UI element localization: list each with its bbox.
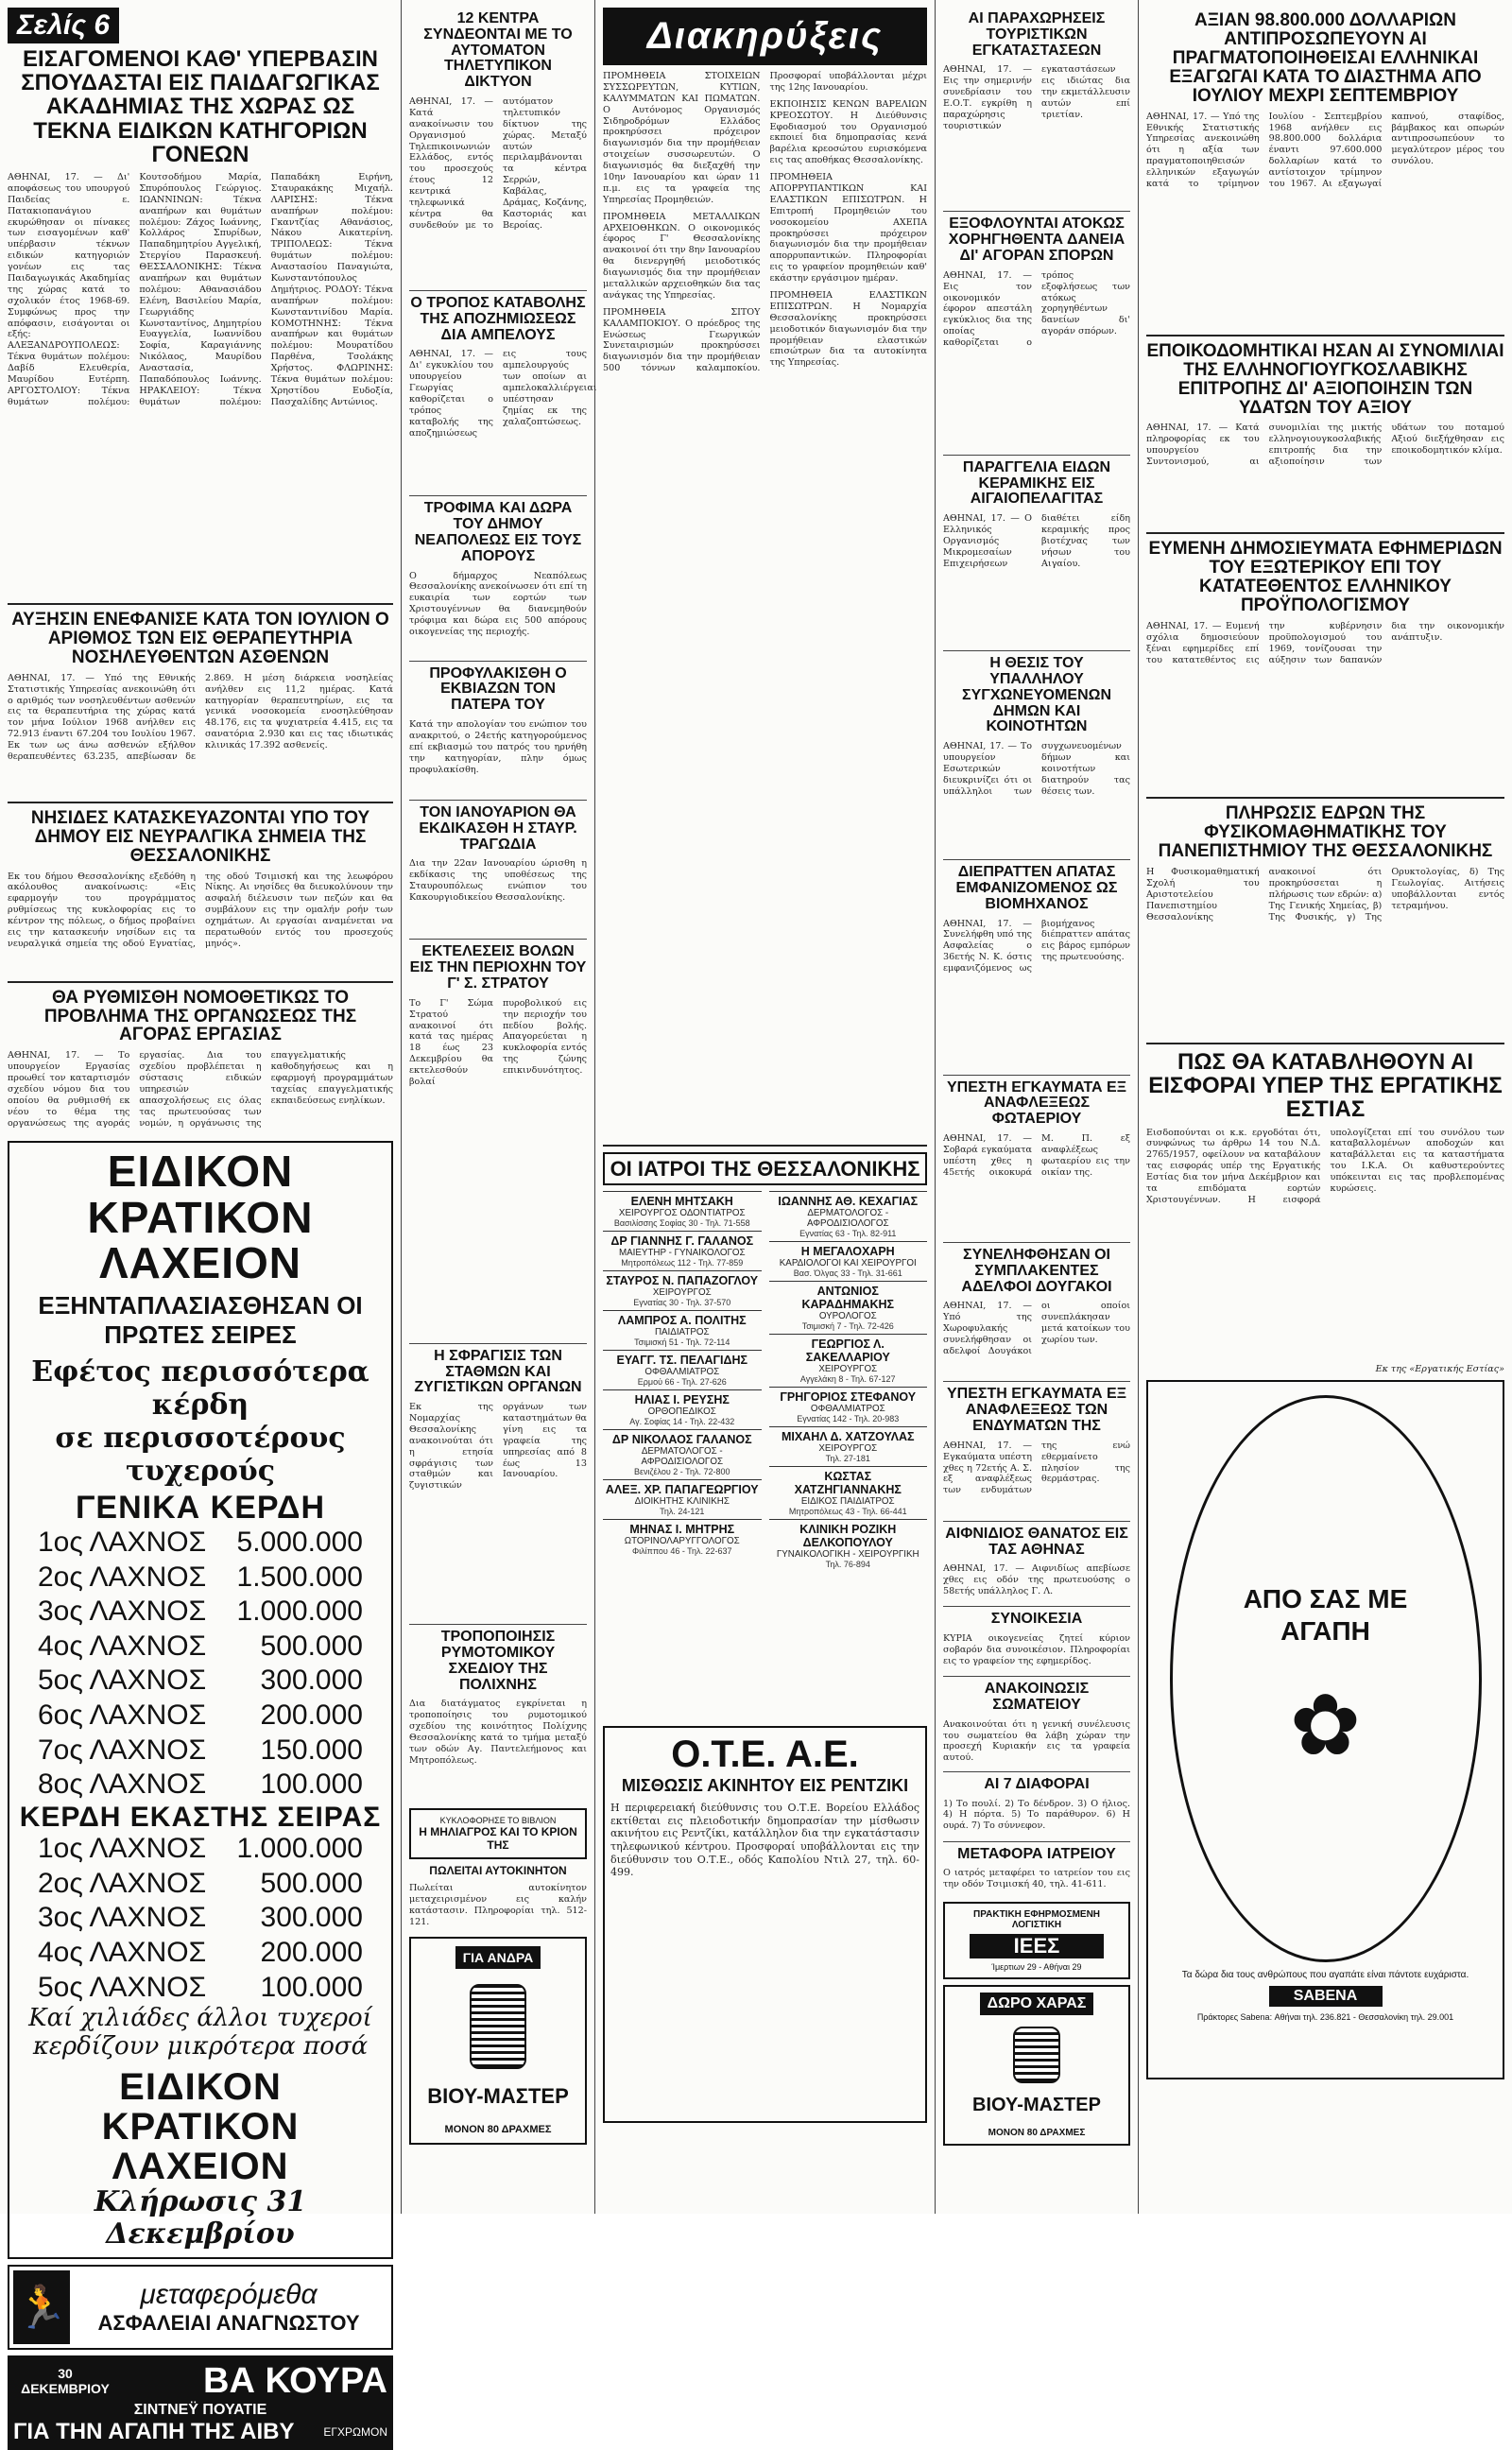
general-prize-rank: 2ος ΛΑΧΝΟΣ [38, 1561, 207, 1593]
shaver-advert-left [409, 1937, 587, 2145]
shaver-advert-right-price: ΜΟΝΟΝ 80 ΔΡΑΧΜΕΣ [988, 2128, 1086, 2139]
doctor-listing [769, 1191, 928, 1241]
doctor-name: ΚΩΣΤΑΣ ΧΑΤΖΗΓΙΑΝΝΑΚΗΣ [794, 1470, 902, 1497]
shaver-advert-left-price: ΜΟΝΟΝ 80 ΔΡΑΧΜΕΣ [444, 2124, 552, 2136]
accounting-title: ΠΡΑΚΤΙΚΗ ΕΦΗΡΜΟΣΜΕΝΗ ΛΟΓΙΣΤΙΚΗ [972, 1909, 1101, 1931]
article-gas-burns: ΑΘΗΝΑΙ, 17. — Σοβαρά εγκαύματα υπέστη χθες η 45ετής οικοκυρά Μ. Π. εξ αναφλέξεως φωταερίου εις την οικίαν της. [943, 1132, 1130, 1178]
doctor-specialty: ΟΦΘΑΛΜΙΑΤΡΟΣ [644, 1367, 720, 1378]
doctor-name: ΗΛΙΑΣ Ι. ΡΕΥΣΗΣ [634, 1393, 730, 1407]
doctor-name: ΜΙΧΑΗΛ Δ. ΧΑΤΖΟΥΛΑΣ [781, 1430, 915, 1444]
general-prize-row [15, 1630, 386, 1665]
doctor-address: Τσιμισκή 51 - Τηλ. 72-114 [634, 1337, 730, 1348]
doctors-list [603, 1191, 927, 1720]
series-prize-row [15, 1901, 386, 1936]
doctor-listing [769, 1466, 928, 1519]
general-prize-value: 150.000 [260, 1734, 363, 1766]
book-notice [409, 1808, 587, 1859]
headline-sudden-death: ΑΙΦΝΙΔΙΟΣ ΘΑΝΑΤΟΣ ΕΙΣ ΤΑΣ ΑΘΗΝΑΣ [945, 1525, 1128, 1558]
headline-blackmail: ΠΡΟΦΥΛΑΚΙΣΘΗ Ο ΕΚΒΙΑΖΩΝ ΤΟΝ ΠΑΤΕΡΑ ΤΟΥ [429, 664, 567, 714]
tender-2: ΠΡΟΜΗΘΕΙΑ ΜΕΤΑΛΛΙΚΩΝ ΑΡΧΕΙΟΘΗΚΩΝ. Ο οικονομικός έφορος Γ' Θεσσαλονίκης ανακοινοί ότι την 8ην Ιανουαρίου θα διενεργηθή μειοδοτικός διαγωνισμός δια την προμήθειαν μεταλλικών αρχειοθηκών δια τας ανάγκας της Υπηρεσίας. [603, 211, 761, 301]
doctor-specialty: ΧΕΙΡΟΥΡΓΟΣ [818, 1364, 878, 1375]
headline-food-gifts: ΤΡΟΦΙΜΑ ΚΑΙ ΔΩΡΑ ΤΟΥ ΔΗΜΟΥ ΝΕΑΠΟΛΕΩΣ ΕΙΣ ΤΟΥΣ ΑΠΟΡΟΥΣ [414, 500, 582, 564]
sabena-logo: SABENA [1269, 1986, 1383, 2007]
article-blackmail: Κατά την απολογίαν του ενώπιον του ανακριτού, ο 24ετής κατηγορούμενος επί εκβιασμώ του πατρός του ηρνήθη την κατηγορίαν, πλην όμως προφυλακίσθη. [409, 718, 587, 775]
moving-title: μεταφερόμεθα [140, 2278, 318, 2310]
general-prizes-list [15, 1526, 386, 1803]
doctor-name: ΜΗΝΑΣ Ι. ΜΗΤΡΗΣ [629, 1523, 735, 1537]
doctor-specialty: ΩΤΟΡΙΝΟΛΑΡΥΓΓΟΛΟΓΟΣ [624, 1536, 740, 1547]
headline-exports: ΑΞΙΑΝ 98.800.000 ΔΟΛΛΑΡΙΩΝ ΑΝΤΙΠΡΟΣΩΠΕΥΟΥΝ ΑΙ ΠΡΑΓΜΑΤΟΠΟΙΗΘΕΙΣΑΙ ΕΛΛΗΝΙΚΑΙ ΕΞΑΓΩΓΑΙ ΚΑΤΑ ΤΟ ΔΙΑΣΤΗΜΑ ΑΠΟ ΙΟΥΛΙΟΥ ΜΕΧΡΙ ΣΕΠΤΕΜΒΡΙΟΥ [1169, 10, 1482, 106]
headline-tourism: ΑΙ ΠΑΡΑΧΩΡΗΣΕΙΣ ΤΟΥΡΙΣΤΙΚΩΝ ΕΓΚΑΤΑΣΤΑΣΕΩΝ [968, 10, 1106, 59]
lottery-line-2: σε περισσοτέρους τυχερούς [55, 1422, 346, 1489]
ote-subtitle: ΜΙΣΘΩΣΙΣ ΑΚΙΝΗΤΟΥ ΕΙΣ ΡΕΝΤΖΙΚΙ [621, 1776, 909, 1796]
article-budget: ΑΘΗΝΑΙ, 17. — Ευμενή σχόλια δημοσιεύουν ξέναι εφημερίδες επί του κατατεθέντος εις την κυβέρνησιν προϋπολογισμού του 1969, τονίζουσαι την αύξησιν των δαπανών δια την οικονομικήν ανάπτυξιν. [1146, 621, 1504, 665]
book-title: Η ΜΗΛΙΑΓΡΟΣ ΚΑΙ ΤΟ ΚΡΙΟΝ ΤΗΣ [419, 1825, 577, 1853]
article-brothers-arrest: ΑΘΗΝΑΙ, 17. — Υπό της Χωροφυλακής συνελήφθησαν οι αδελφοί Δουγάκοι οι οποίοι συνεπλάκησαν μετά κατοίκων του χωρίου των. [943, 1301, 1130, 1356]
article-source: Εκ της «Εργατικής Εστίας» [1375, 1363, 1504, 1374]
tender-6: ΠΡΟΜΗΘΕΙΑ ΕΛΑΣΤΙΚΩΝ ΕΠΙΣΩΤΡΩΝ. Η Νομαρχία Θεσσαλονίκης προκηρύσσει μειοδοτικόν διαγωνισμόν δια την προμήθειαν ελαστικών επισώτρων δια τα αυτοκίνητα της Υπηρεσίας. [769, 290, 927, 369]
headline-association: ΑΝΑΚΟΙΝΩΣΙΣ ΣΩΜΑΤΕΙΟΥ [984, 1681, 1090, 1713]
doctor-name: ΣΤΑΥΡΟΣ Ν. ΠΑΠΑΖΟΓΛΟΥ [606, 1274, 759, 1288]
series-prize-row [15, 1936, 386, 1971]
general-prize-rank: 1ος ΛΑΧΝΟΣ [38, 1526, 207, 1558]
series-prize-row [15, 1832, 386, 1867]
doctor-listing [769, 1241, 928, 1281]
doctor-address: Αγ. Σοφίας 14 - Τηλ. 22-432 [629, 1417, 735, 1427]
headline-gas-burns: ΥΠΕΣΤΗ ΕΓΚΑΥΜΑΤΑ ΕΞ ΑΝΑΦΛΕΞΕΩΣ ΦΩΤΑΕΡΙΟΥ [947, 1078, 1126, 1128]
shaver-icon-right [1013, 2027, 1060, 2083]
headline-clinic-move: ΜΕΤΑΦΟΡΑ ΙΑΤΡΕΙΟΥ [957, 1845, 1116, 1862]
headline-academies: ΕΙΣΑΓΟΜΕΝΟΙ ΚΑΘ' ΥΠΕΡΒΑΣΙΝ ΣΠΟΥΔΑΣΤΑΙ ΕΙΣ ΠΑΙΔΑΓΩΓΙΚΑΣ ΑΚΑΔΗΜΙΑΣ ΤΗΣ ΧΩΡΑΣ ΩΣ ΤΕΚΝΑ ΕΙΔΙΚΩΝ ΚΑΤΗΓΟΡΙΩΝ ΓΟΝΕΩΝ [21, 46, 380, 167]
doctor-address: Βασιλίσσης Σοφίας 30 - Τηλ. 71-558 [613, 1218, 750, 1229]
tenders-banner: Διακηρύξεις [603, 8, 927, 65]
article-town-plan: Δια διατάγματος εγκρίνεται η τροποποίησις του ρυμοτομικού σχεδίου της κοινότητος Πολίχνης Θεσσαλονίκης κατά το τμήμα μεταξύ των οδών Αγ. Παντελεήμονος και Μητροπόλεως. [409, 1699, 587, 1766]
doctor-specialty: ΔΙΟΙΚΗΤΗΣ ΚΛΙΝΙΚΗΣ [634, 1496, 730, 1508]
headline-hospitals: ΑΥΞΗΣΙΝ ΕΝΕΦΑΝΙΣΕ ΚΑΤΑ ΤΟΝ ΙΟΥΛΙΟΝ Ο ΑΡΙΘΜΟΣ ΤΩΝ ΕΙΣ ΘΕΡΑΠΕΥΤΗΡΙΑ ΝΟΣΗΛΕΥΘΕΝΤΩΝ ΑΣΘΕΝΩΝ [11, 609, 389, 667]
lottery-advert [8, 1141, 393, 2259]
cinema-date: 30 ΔΕΚΕΜΒΡΙΟΥ [21, 2366, 110, 2397]
doctor-specialty: ΟΦΘΑΛΜΙΑΤΡΟΣ [810, 1404, 885, 1415]
doctor-specialty: ΧΕΙΡΟΥΡΓΟΣ [652, 1287, 712, 1299]
article-fraud: ΑΘΗΝΑΙ, 17. — Συνελήφθη υπό της Ασφαλείας ο 36ετής Ν. Κ. όστις εμφανιζόμενος ως βιομήχανος διέπραττεν απάτας εις βάρος εμπόρων της πρωτευούσης. [943, 918, 1130, 975]
decorative-frame [1170, 1395, 1482, 1962]
doctor-listing [603, 1479, 762, 1519]
general-prize-rank: 7ος ΛΑΧΝΟΣ [38, 1734, 207, 1766]
doctor-listing [769, 1519, 928, 1572]
headline-budget: ΕΥΜΕΝΗ ΔΗΜΟΣΙΕΥΜΑΤΑ ΕΦΗΜΕΡΙΔΩΝ ΤΟΥ ΕΞΩΤΕΡΙΚΟΥ ΕΠΙ ΤΟΥ ΚΑΤΑΤΕΘΕΝΤΟΣ ΕΛΛΗΝΙΚΟΥ ΠΡΟΫΠΟΛΟΓΙΣΜΟΥ [1148, 539, 1503, 616]
doctor-specialty: ΟΥΡΟΛΟΓΟΣ [818, 1311, 877, 1322]
doctor-listing [769, 1281, 928, 1334]
series-prize-value: 500.000 [260, 1867, 363, 1899]
running-man-icon: 🏃 [13, 2270, 70, 2344]
ote-notice [603, 1726, 927, 2123]
doctor-specialty: ΧΕΙΡΟΥΡΓΟΣ [818, 1443, 878, 1455]
doctor-specialty: ΓΥΝΑΙΚΟΛΟΓΙΚΗ - ΧΕΙΡΟΥΡΓΙΚΗ [776, 1549, 919, 1561]
lottery-line-1: Εφέτος περισσότερα κέρδη [31, 1355, 369, 1423]
accounting-brand: ΙΕΕΣ [970, 1934, 1104, 1958]
article-compensation: ΑΘΗΝΑΙ, 17. — Δι' εγκυκλίου του υπουργείου Γεωργίας καθορίζεται ο τρόπος καταβολής της αποζημιώσεως εις τους αμπελουργούς των οποίων αι αμπελοκαλλιέργειαι υπέστησαν ζημίας εκ της χαλαζοπτώσεως. [409, 349, 597, 439]
tender-1: ΠΡΟΜΗΘΕΙΑ ΣΤΟΙΧΕΙΩΝ ΣΥΣΣΩΡΕΥΤΩΝ, ΚΥΤΙΩΝ, ΚΑΛΥΜΜΑΤΩΝ ΚΑΙ ΠΩΜΑΤΩΝ. Ο Αυτόνομος Οργανισμός Σιδηροδρόμων Ελλάδος προκηρύσσει πρόχειρον διαγωνισμόν δια την προμήθειαν στοιχείων συσσωρευτών. Ο διαγωνισμός θα διεξαχθή την 10ην Ιανουαρίου και ώραν 11 π.μ. εις τα γραφεία της Υπηρεσίας Προμηθειών. [603, 71, 761, 205]
doctor-specialty: ΠΑΙΔΙΑΤΡΟΣ [654, 1327, 710, 1338]
series-prize-row [15, 1971, 386, 2006]
headline-scales: Η ΣΦΡΑΓΙΣΙΣ ΤΩΝ ΣΤΑΘΜΩΝ ΚΑΙ ΖΥΓΙΣΤΙΚΩΝ ΟΡΓΑΝΩΝ [414, 1347, 582, 1396]
article-loans: ΑΘΗΝΑΙ, 17. — Εις τον οικονομικόν έφορον απεστάλη εγκύκλιος δια της οποίας καθορίζεται ο τρόπος εξοφλήσεως των ατόκως χορηγηθέντων δανείων δι' αγοράν σπόρων. [943, 269, 1130, 349]
doctor-address: Αγγελάκη 8 - Τηλ. 67-127 [799, 1374, 896, 1385]
sabena-footer: Πράκτορες Sabena: Αθήναι τηλ. 236.821 - Θεσσαλονίκη τηλ. 29.001 [1196, 2012, 1454, 2023]
series-prize-value: 100.000 [260, 1971, 363, 2003]
headline-university: ΠΛΗΡΩΣΙΣ ΕΔΡΩΝ ΤΗΣ ΦΥΣΙΚΟΜΑΘΗΜΑΤΙΚΗΣ ΤΟΥ ΠΑΝΕΠΙΣΤΗΜΙΟΥ ΤΗΣ ΘΕΣΣΑΛΟΝΙΚΗΣ [1158, 803, 1493, 862]
doctor-address: Φιλίππου 46 - Τηλ. 22-637 [631, 1546, 732, 1557]
article-association: Ανακοινούται ότι η γενική συνέλευσις του σωματείου θα λάβη χώραν την προσεχή Κυριακήν εις τα γραφεία αυτού. [943, 1718, 1130, 1764]
article-matchmaking: ΚΥΡΙΑ οικογενείας ζητεί κύριον σοβαρόν δια συνοικέσιον. Πληροφορίαι εις το γραφείον της εφημερίδος. [943, 1633, 1130, 1666]
general-prize-value: 200.000 [260, 1699, 363, 1731]
article-telex: ΑΘΗΝΑΙ, 17. — Κατά ανακοίνωσιν του Οργανισμού Τηλεπικοινωνιών Ελλάδος, εντός του προσεχούς έτους 12 κεντρικά τηλεφωνικά κέντρα θα συνδεθούν με το αυτόματον τηλετυπικόν δίκτυον της χώρας. Μεταξύ αυτών περιλαμβάνονται τα κέντρα Σερρών, Καβάλας, Δράμας, Κοζάνης, Καστοριάς και Βεροίας. [409, 95, 587, 231]
headline-axios-talks: ΕΠΟΙΚΟΔΟΜΗΤΙΚΑΙ ΗΣΑΝ ΑΙ ΣΥΝΟΜΙΛΙΑΙ ΤΗΣ ΕΛΛΗΝΟΓΙΟΥΓΚΟΣΛΑΒΙΚΗΣ ΕΠΙΤΡΟΠΗΣ ΔΙ' ΑΞΙΟΠΟΙΗΣΙΝ ΤΩΝ ΥΔΑΤΩΝ ΤΟΥ ΑΞΙΟΥ [1146, 340, 1504, 418]
accounting-address: Ίμερτιων 29 - Αθήναι 29 [991, 1962, 1082, 1973]
ote-text: Η περιφερειακή διεύθυνσις του Ο.Τ.Ε. Βορείου Ελλάδος εκτίθεται εις πλειοδοτικήν δημοπρασίαν την μίσθωσιν ακινήτου εις Ρεντζίκι, κατάλληλον δια την εγκατάστασιν τηλεφωνικού κέντρου. Προσφοραί υποβάλλονται εις την διεύθυνσιν του Ο.Τ.Ε., οδός Καπολίου Ντιλ 27, τηλ. 60-499. [610, 1802, 919, 1879]
moving-advert [8, 2265, 393, 2350]
cinema-tagline: ΓΙΑ ΤΗΝ ΑΓΑΠΗ ΤΗΣ ΑΙΒΥ [13, 2418, 295, 2444]
general-prize-value: 100.000 [260, 1768, 363, 1801]
series-prize-value: 200.000 [260, 1936, 363, 1968]
general-prize-row [15, 1768, 386, 1803]
shaver-advert-right-top: ΔΩΡΟ ΧΑΡΑΣ [980, 1993, 1094, 2015]
doctor-name: ΓΡΗΓΟΡΙΟΣ ΣΤΕΦΑΝΟΥ [780, 1390, 917, 1405]
general-prize-value: 300.000 [260, 1665, 363, 1697]
lottery-subtitle: ΕΞΗΝΤΑΠΛΑΣΙΑΣΘΗΣΑΝ ΟΙ ΠΡΩΤΕΣ ΣΕΙΡΕΣ [38, 1291, 363, 1350]
tender-3: ΠΡΟΜΗΘΕΙΑ ΣΙΤΟΥ ΚΑΛΑΜΠΟΚΙΟΥ. Ο πρόεδρος της Ενώσεως Γεωργικών Συνεταιρισμών προκηρύσσει διαγωνισμόν δια την προμήθειαν 500 τόννων καλαμποκίου. Προσφοραί υποβάλλονται μέχρι της 12ης Ιανουαρίου. [603, 71, 927, 374]
tenders-text [603, 71, 927, 1139]
headline-telex: 12 ΚΕΝΤΡΑ ΣΥΝΔΕΟΝΤΑΙ ΜΕ ΤΟ ΑΥΤΟΜΑΤΟΝ ΤΗΛΕΤΥΠΙΚΟΝ ΔΙΚΤΥΟΝ [423, 10, 573, 91]
cinema-color-label: ΕΓΧΡΩΜΟΝ [323, 2424, 387, 2439]
general-prize-rank: 8ος ΛΑΧΝΟΣ [38, 1768, 207, 1801]
article-trial: Δια την 22αν Ιανουαρίου ώρισθη η εκδίκασις της υποθέσεως της Σταυρουπόλεως ενώπιον του Κακουργιοδικείου Θεσσαλονίκης. [409, 858, 587, 904]
headline-brothers-arrest: ΣΥΝΕΛΗΦΘΗΣΑΝ ΟΙ ΣΥΜΠΛΑΚΕΝΤΕΣ ΑΔΕΛΦΟΙ ΔΟΥΓΑΚΟΙ [961, 1246, 1112, 1295]
column-2 [402, 0, 595, 2214]
doctors-title: ΟΙ ΙΑΤΡΟΙ ΤΗΣ ΘΕΣΣΑΛΟΝΙΚΗΣ [603, 1152, 927, 1185]
column-5 [1139, 0, 1512, 2214]
doctor-specialty: ΧΕΙΡΟΥΡΓΟΣ ΟΔΟΝΤΙΑΤΡΟΣ [618, 1208, 746, 1219]
doctor-address: Βασ. Όλγας 33 - Τηλ. 31-661 [793, 1268, 902, 1279]
article-firing-range: Το Γ' Σώμα Στρατού ανακοινοί ότι κατά τας ημέρας 18 έως 23 Δεκεμβρίου θα εκτελεσθούν βολαί πυροβολικού εις την περιοχήν του πεδίου βολής. Απαγορεύεται η κυκλοφορία εντός της ζώνης επικινδυνότητος. [409, 997, 587, 1087]
doctor-name: ΓΕΩΡΓΙΟΣ Λ. ΣΑΚΕΛΛΑΡΙΟΥ [805, 1337, 890, 1365]
article-exports: ΑΘΗΝΑΙ, 17. — Υπό της Εθνικής Στατιστικής Υπηρεσίας ανεκοινώθη ότι η αξία των πραγματοποιηθεισών ελληνικών εξαγωγών κατά το τρίμηνον Ιουλίου - Σεπτεμβρίου 1968 ανήλθεν εις 98.800.000 δολλάρια έναντι 97.600.000 δολλαρίων κατά το αντίστοιχον τρίμηνον του 1967. Αι εξαγωγαί καπνού, σταφίδος, βάμβακος και οπωρών αντιπροσωπεύουν το μεγαλύτερον μέρος του συνόλου. [1146, 111, 1504, 190]
series-prize-rank: 1ος ΛΑΧΝΟΣ [38, 1833, 207, 1865]
cinema-actor: ΣΙΝΤΝΕΫ ΠΟΥΑΤΙΕ [133, 2401, 267, 2418]
doctor-name: ΛΑΜΠΡΟΣ Α. ΠΟΛΙΤΗΣ [617, 1314, 747, 1328]
series-prizes-heading: ΚΕΡΔΗ ΕΚΑΣΤΗΣ ΣΕΙΡΑΣ [19, 1801, 382, 1833]
headline-ceramics: ΠΑΡΑΓΓΕΛΙΑ ΕΙΔΩΝ ΚΕΡΑΜΙΚΗΣ ΕΙΣ ΑΙΓΑΙΟΠΕΛΑΓΙΤΑΣ [962, 458, 1111, 508]
doctor-address: Εγνατίας 63 - Τηλ. 82-911 [799, 1229, 897, 1239]
headline-seven-differences: ΑΙ 7 ΔΙΑΦΟΡΑΙ [984, 1775, 1090, 1792]
general-prize-row [15, 1526, 386, 1561]
headline-firing-range: ΕΚΤΕΛΕΣΕΙΣ ΒΟΛΩΝ ΕΙΣ ΤΗΝ ΠΕΡΙΟΧΗΝ ΤΟΥ Γ' Σ. ΣΤΡΑΤΟΥ [409, 943, 587, 992]
doctor-listing [603, 1519, 762, 1559]
shaver-advert-right-brand: ΒΙΟΥ-ΜΑΣΤΕΡ [972, 2095, 1101, 2116]
shaver-advert-right [943, 1985, 1130, 2146]
doctor-address: Τσιμισκή 7 - Τηλ. 72-426 [801, 1321, 894, 1332]
article-ceramics: ΑΘΗΝΑΙ, 17. — Ο Ελληνικός Οργανισμός Μικρομεσαίων Επιχειρήσεων διαθέτει είδη κεραμικής προς βιοτέχνας των νήσων του Αιγαίου. [943, 513, 1130, 569]
doctor-specialty: ΟΡΘΟΠΕΔΙΚΟΣ [647, 1406, 716, 1418]
doctor-address: Τηλ. 27-181 [825, 1454, 870, 1464]
doctor-listing [603, 1310, 762, 1350]
doctor-name: Η ΜΕΓΑΛΟΧΑΡΗ [800, 1245, 895, 1259]
series-prize-value: 300.000 [260, 1902, 363, 1934]
headline-workers-hearth: ΠΩΣ ΘΑ ΚΑΤΑΒΛΗΘΟΥΝ ΑΙ ΕΙΣΦΟΡΑΙ ΥΠΕΡ ΤΗΣ ΕΡΓΑΤΙΚΗΣ ΕΣΤΙΑΣ [1148, 1049, 1503, 1123]
doctor-name: ΕΥΑΓΓ. ΤΣ. ΠΕΛΑΓΙΔΗΣ [616, 1354, 747, 1368]
lottery-title: ΕΙΔΙΚΟΝ ΚΡΑΤΙΚΟΝ ΛΑΧΕΙΟΝ [87, 1147, 314, 1287]
article-hospitals: ΑΘΗΝΑΙ, 17. — Υπό της Εθνικής Στατιστικής Υπηρεσίας ανεκοινώθη ότι ο αριθμός των νοσηλευθέντων ασθενών εις τα θεραπευτήρια της χώρας κατά τον μήνα Ιούλιον 1968 ανήλθεν εις 72.913 έναντι 67.204 του Ιουλίου 1967. Εκ των ως άνω ασθενών εξήλθον θεραπευθέντες 63.235, απεβίωσαν δε 2.869. Η μέση διάρκεια νοσηλείας ανήλθεν εις 11,2 ημέρας. Κατά κατηγορίαν θεραπευτηρίων, εις τα γενικά νοσοκομεία ενοσηλεύθησαν 48.176, εις τα ψυχιατρεία 4.415, εις τα σανατόρια 2.930 και εις τας ιδιωτικάς κλινικάς 17.392 ασθενείς. [8, 672, 393, 762]
doctor-address: Μητροπόλεως 112 - Τηλ. 77-859 [621, 1258, 744, 1268]
article-academies: ΑΘΗΝΑΙ, 17. — Δι' αποφάσεως του υπουργού Παιδείας ε. Πατακιοπανάγιου εκυρώθησαν οι πίνακες των εισαγομένων καθ' υπέρβασιν τέκνων ειδικών κατηγοριών γονέων εις τας Παιδαγωγικάς Ακαδημίας της χώρας κατά το σχολικόν έτος 1968-69. Συμφώνως προς την απόφασιν, εισάγονται οι εξής: ΑΛΕΞΑΝΔΡΟΥΠΟΛΕΩΣ: Τέκνα θυμάτων πολέμου: Δαβίδ Ελευθερία, Μαυρίδου Ευτέρπη. ΑΡΓΟΣΤΟΛΙΟΥ: Τέκνα θυμάτων πολέμου: Κουτσοδήμου Μαρία, Σπυρόπουλος Γεώργιος. ΙΩΑΝΝΙΝΩΝ: Τέκνα αναπήρων και θυμάτων πολέμου: Ζάχος Ιωάννης, Κολλάρος Σπυρίδων, Παπαδημητρίου Αγγελική, Στεργίου Παρασκευή. ΘΕΣΣΑΛΟΝΙΚΗΣ: Τέκνα αναπήρων και θυμάτων πολέμου: Αθανασιάδου Ελένη, Βασιλείου Μαρία, Γεωργιάδης Κωνσταντίνος, Δημητρίου Ευαγγελία, Ιωαννίδου Σοφία, Καραγιάννης Νικόλαος, Μαυρίδου Αναστασία, Παπαδόπουλος Ιωάννης. ΗΡΑΚΛΕΙΟΥ: Τέκνα θυμάτων πολέμου: Παπαδάκη Ειρήνη, Σταυρακάκης Μιχαήλ. ΛΑΡΙΣΗΣ: Τέκνα αναπήρων πολέμου: Γκαντζίας Αθανάσιος, Νάκου Αικατερίνη. ΤΡΙΠΟΛΕΩΣ: Τέκνα θυμάτων πολέμου: Αναστασίου Παναγιώτα, Κωνσταντόπουλος Δημήτριος. ΡΟΔΟΥ: Τέκνα αναπήρων πολέμου: Κωνσταντινίδου Μαρία. ΚΟΜΟΤΗΝΗΣ: Τέκνα αναπήρων και θυμάτων πολέμου: Μουρατίδου Παρθένα, Τσολάκης Χρήστος. ΦΛΩΡΙΝΗΣ: Τέκνα θυμάτων πολέμου: Χρηστίδου Ευδοξία, Πασχαλίδης Αντώνιος. [8, 171, 393, 407]
sabena-text: Τα δώρα δια τους ανθρώπους που αγαπάτε είναι πάντοτε ευχάριστα. [1181, 1970, 1469, 1981]
article-workers-hearth: Εισδοπούνται οι κ.κ. εργοδόται ότι, συνφώνως τω άρθρω 14 του Ν.Δ. 2765/1957, οφείλουν να καταβάλουν τας εισφοράς υπέρ της Εργατικής Εστίας δια τον μήνα Δεκέμβριον και τα επιδόματα εορτών Χριστουγέννων. Η εισφορά υπολογίζεται επί του συνόλου των καταβαλλομένων αποδοχών και καταβάλλεται εις τα καταστήματα του Ι.Κ.Α. Οι καθυστερούντες υπόκεινται εις τας προβλεπομένας κυρώσεις. [1146, 1127, 1504, 1205]
general-prize-value: 1.500.000 [236, 1561, 363, 1593]
headline-municipal-staff: Η ΘΕΣΙΣ ΤΟΥ ΥΠΑΛΛΗΛΟΥ ΣΥΓΧΩΝΕΥΟΜΕΝΩΝ ΔΗΜΩΝ ΚΑΙ ΚΟΙΝΟΤΗΤΩΝ [961, 655, 1112, 735]
article-cars: Πωλείται αυτοκίνητον μεταχειρισμένον εις καλήν κατάστασιν. Πληροφορίαι τηλ. 512-121. [409, 1882, 587, 1927]
general-prize-row [15, 1595, 386, 1630]
general-prize-row [15, 1699, 386, 1734]
doctor-listing [603, 1429, 762, 1479]
general-prize-rank: 3ος ΛΑΧΝΟΣ [38, 1596, 207, 1628]
doctor-address: Μητροπόλεως 43 - Τηλ. 66-441 [788, 1507, 907, 1517]
series-prize-rank: 2ος ΛΑΧΝΟΣ [38, 1867, 207, 1899]
article-labour: ΑΘΗΝΑΙ, 17. — Το υπουργείον Εργασίας προωθεί τον καταρτισμόν σχεδίου νόμου δια του οποίου θα ρυθμισθή εκ νέου το θέμα της οργανώσεως της αγοράς εργασίας. Δια του σχεδίου προβλέπεται η σύστασις ειδικών υπηρεσιών απασχολήσεως εις όλας τας πρωτευούσας των νομών, η οργάνωσις της επαγγελματικής καθοδηγήσεως και η εφαρμογή προγραμμάτων ταχείας επαγγελματικής εκπαιδεύσεως ενηλίκων. [8, 1050, 393, 1129]
doctor-specialty: ΚΑΡΔΙΟΛΟΓΟΙ ΚΑΙ ΧΕΙΡΟΥΡΓΟΙ [779, 1258, 917, 1269]
doctor-listing [603, 1350, 762, 1389]
doctor-specialty: ΔΕΡΜΑΤΟΛΟΓΟΣ - ΑΦΡΟΔΙΣΙΟΛΟΓΟΣ [641, 1446, 724, 1468]
doctor-address: Εγνατίας 30 - Τηλ. 37-570 [633, 1298, 731, 1308]
general-prize-rank: 5ος ΛΑΧΝΟΣ [38, 1665, 207, 1697]
ote-title: Ο.Τ.Ε. Α.Ε. [671, 1734, 859, 1776]
page-number-label: Σελίς 6 [8, 8, 119, 43]
shaver-advert-left-brand: ΒΙΟΥ-ΜΑΣΤΕΡ [427, 2084, 569, 2109]
article-tourism: ΑΘΗΝΑΙ, 17. — Εις την σημερινήν συνεδρίασιν του Ε.Ο.Τ. εγκρίθη η παραχώρησις τουριστικών εγκαταστάσεων εις ιδιώτας δια την εκμετάλλευσιν αυτών επί τριετίαν. [943, 64, 1130, 131]
general-prize-row [15, 1664, 386, 1699]
article-clinic-move: Ο ιατρός μεταφέρει το ιατρείον του εις την οδόν Τσιμισκή 40, τηλ. 41-611. [943, 1868, 1130, 1890]
doctor-specialty: ΜΑΙΕΥΤΗΡ - ΓΥΝΑΙΚΟΛΟΓΟΣ [618, 1248, 746, 1259]
headline-cars: ΠΩΛΕΙΤΑΙ ΑΥΤΟΚΙΝΗΤΟΝ [429, 1864, 567, 1878]
lottery-footer-title: ΕΙΔΙΚΟΝ ΚΡΑΤΙΚΟΝ ΛΑΧΕΙΟΝ [101, 2065, 300, 2187]
doctor-name: ΑΛΕΞ. ΧΡ. ΠΑΠΑΓΕΩΡΓΙΟΥ [605, 1483, 759, 1497]
moving-company: ΑΣΦΑΛΕΙΑΙ ΑΝΑΓΝΩΣΤΟΥ [97, 2310, 360, 2335]
article-islands: Εκ του δήμου Θεσσαλονίκης εξεδόθη η ακόλουθος ανακοίνωσις: «Εις εφαρμογήν του προγράμματος ρυθμίσεως της κυκλοφορίας εις το κέντρον της πόλεως, ο δήμος προβαίνει εις την κατασκευήν νησίδων εις τα νευραλγικά σημεία της οδού Εγνατίας, της οδού Τσιμισκή και της λεωφόρου Νίκης. Αι νησίδες θα διευκολύνουν την ασφαλή διέλευσιν των πεζών και θα συμβάλουν εις την ομαλήν ροήν των οχημάτων. Αι εργασίαι αναμένεται να περατωθούν εντός του προσεχούς μηνός». [8, 871, 393, 949]
doctor-listing [769, 1387, 928, 1426]
column-1 [0, 0, 402, 2444]
doctor-specialty: ΕΙΔΙΚΟΣ ΠΑΙΔΙΑΤΡΟΣ [800, 1496, 895, 1508]
doctor-listing [603, 1191, 762, 1231]
series-prize-value: 1.000.000 [236, 1833, 363, 1865]
column-3 [595, 0, 936, 2214]
accounting-school-advert [943, 1902, 1130, 1979]
headline-labour: ΘΑ ΡΥΘΜΙΣΘΗ ΝΟΜΟΘΕΤΙΚΩΣ ΤΟ ΠΡΟΒΛΗΜΑ ΤΗΣ ΟΡΓΑΝΩΣΕΩΣ ΤΗΣ ΑΓΟΡΑΣ ΕΡΓΑΣΙΑΣ [43, 987, 357, 1045]
article-seven-differences: 1) Το πουλί. 2) Το δένδρον. 3) Ο ήλιος. 4) Η πόρτα. 5) Το παράθυρον. 6) Η ουρά. 7) Το σύννεφον. [943, 1798, 1130, 1832]
headline-matchmaking: ΣΥΝΟΙΚΕΣΙΑ [990, 1611, 1083, 1628]
headline-compensation: Ο ΤΡΟΠΟΣ ΚΑΤΑΒΟΛΗΣ ΤΗΣ ΑΠΟΖΗΜΙΩΣΕΩΣ ΔΙΑ ΑΜΠΕΛΟΥΣ [410, 294, 586, 343]
doctor-name: ΔΡ ΝΙΚΟΛΑΟΣ ΓΑΛΑΝΟΣ [611, 1433, 752, 1447]
sabena-title: ΑΠΟ ΣΑΣ ΜΕ ΑΓΑΠΗ [1243, 1584, 1408, 1646]
headline-loans: ΕΞΟΦΛΟΥΝΤΑΙ ΑΤΟΚΩΣ ΧΟΡΗΓΗΘΕΝΤΑ ΔΑΝΕΙΑ ΔΙ' ΑΓΟΡΑΝ ΣΠΟΡΩΝ [948, 216, 1125, 264]
series-prize-rank: 5ος ΛΑΧΝΟΣ [38, 1971, 207, 2003]
headline-clothes-burns: ΥΠΕΣΤΗ ΕΓΚΑΥΜΑΤΑ ΕΞ ΑΝΑΦΛΕΞΕΩΣ ΤΩΝ ΕΝΔΥΜΑΤΩΝ ΤΗΣ [947, 1386, 1126, 1434]
general-prize-value: 5.000.000 [236, 1526, 363, 1558]
doctor-address: Τηλ. 76-894 [825, 1560, 870, 1570]
cherub-icon: ✿ [1289, 1675, 1362, 1775]
doctor-listing [769, 1334, 928, 1387]
lottery-draw-date: Κλήρωσις 31 Δεκεμβρίου [94, 2184, 307, 2252]
article-axios-talks: ΑΘΗΝΑΙ, 17. — Κατά πληροφορίας εκ του υπουργείου Συντονισμού, αι συνομιλίαι της μικτής ελληνογιουγκοσλαβικής επιτροπής δια την αξιοποίησιν των υδάτων του ποταμού Αξιού διεξήχθησαν εις εποικοδομητικόν κλίμα. [1146, 423, 1504, 468]
general-prizes-heading: ΓΕΝΙΚΑ ΚΕΡΔΗ [75, 1490, 326, 1527]
general-prize-value: 500.000 [260, 1630, 363, 1662]
article-municipal-staff: ΑΘΗΝΑΙ, 17. — Το υπουργείον Εσωτερικών διευκρινίζει ότι οι υπάλληλοι των συγχωνευομένων δήμων και κοινοτήτων διατηρούν τας θέσεις των. [943, 741, 1130, 797]
general-prize-value: 1.000.000 [236, 1596, 363, 1628]
doctor-listing [769, 1426, 928, 1466]
doctor-address: Βενιζέλου 2 - Τηλ. 72-800 [634, 1467, 730, 1477]
doctor-name: ΚΛΙΝΙΚΗ ΡΟΖΙΚΗ ΔΕΛΚΟΠΟΥΛΟΥ [799, 1523, 897, 1550]
series-prize-rank: 3ος ΛΑΧΝΟΣ [38, 1902, 207, 1934]
sabena-advert [1146, 1380, 1504, 2079]
headline-trial: ΤΟΝ ΙΑΝΟΥΑΡΙΟΝ ΘΑ ΕΚΔΙΚΑΣΘΗ Η ΣΤΑΥΡ. ΤΡΑΓΩΔΙΑ [419, 803, 577, 853]
doctor-address: Ερμού 66 - Τηλ. 27-626 [637, 1377, 727, 1388]
article-food-gifts: Ο δήμαρχος Νεαπόλεως Θεσσαλονίκης ανεκοίνωσεν ότι επί τη ευκαιρία των εορτών των Χριστουγέννων θα διανεμηθούν τρόφιμα και δώρα εις 500 απόρους οικογενείας της περιοχής. [409, 570, 587, 638]
doctor-listing [603, 1231, 762, 1270]
doctor-listing [603, 1270, 762, 1310]
series-prize-rank: 4ος ΛΑΧΝΟΣ [38, 1936, 207, 1968]
column-4 [936, 0, 1139, 2214]
headline-islands: ΝΗΣΙΔΕΣ ΚΑΤΑΣΚΕΥΑΖΟΝΤΑΙ ΥΠΟ ΤΟΥ ΔΗΜΟΥ ΕΙΣ ΝΕΥΡΑΛΓΙΚΑ ΣΗΜΕΙΑ ΤΗΣ ΘΕΣΣΑΛΟΝΙΚΗΣ [30, 807, 370, 866]
general-prize-rank: 4ος ΛΑΧΝΟΣ [38, 1630, 207, 1662]
doctor-address: Τηλ. 24-121 [660, 1507, 705, 1517]
article-clothes-burns: ΑΘΗΝΑΙ, 17. — Εγκαύματα υπέστη χθες η 72ετής Α. Σ. εξ αναφλέξεως των ενδυμάτων της ενώ εθερμαίνετο πλησίον της θερμάστρας. [943, 1440, 1130, 1496]
doctor-name: ΙΩΑΝΝΗΣ ΑΘ. ΚΕΧΑΓΙΑΣ [778, 1195, 919, 1209]
series-prizes-list [15, 1832, 386, 2005]
doctor-listing [603, 1389, 762, 1429]
general-prize-row [15, 1561, 386, 1596]
article-sudden-death: ΑΘΗΝΑΙ, 17. — Αιφνιδίως απεβίωσε χθες εις οδόν της πρωτευούσης ο 58ετής υπάλληλος Γ. Λ. [943, 1563, 1130, 1597]
lottery-more-winners: Καί χιλιάδες άλλοι τυχεροί κερδίζουν μικρότερα ποσά [28, 2004, 372, 2062]
doctor-name: ΑΝΤΩΝΙΟΣ ΚΑΡΑΔΗΜΑΚΗΣ [801, 1285, 894, 1312]
series-prize-row [15, 1867, 386, 1902]
tender-4: ΕΚΠΟΙΗΣΙΣ ΚΕΝΩΝ ΒΑΡΕΛΙΩΝ ΚΡΕΟΣΩΤΟΥ. Η Διεύθυνσις Εφοδιασμού του Οργανισμού εκποιεί δια δημοπρασίας κενά βαρέλια κρεοσώτου ευρισκόμενα εις τας αποθήκας Θεσσαλονίκης. [769, 98, 927, 166]
doctor-name: ΔΡ ΓΙΑΝΝΗΣ Γ. ΓΑΛΑΝΟΣ [610, 1234, 754, 1249]
headline-fraud: ΔΙΕΠΡΑΤΤΕΝ ΑΠΑΤΑΣ ΕΜΦΑΝΙΖΟΜΕΝΟΣ ΩΣ ΒΙΟΜΗΧΑΝΟΣ [955, 864, 1118, 912]
doctor-name: ΕΛΕΝΗ ΜΗΤΣΑΚΗ [630, 1195, 733, 1209]
tender-5: ΠΡΟΜΗΘΕΙΑ ΑΠΟΡΡΥΠΑΝΤΙΚΩΝ ΚΑΙ ΕΛΑΣΤΙΚΩΝ ΕΠΙΣΩΤΡΩΝ. Η Επιτροπή Προμηθειών του νοσοκομείου ΑΧΕΠΑ προκηρύσσει πρόχειρον διαγωνισμόν δια την προμήθειαν απορρυπαντικών. Πληροφορίαι εις το γραφείον προμηθειών καθ' εκάστην εργάσιμον ημέραν. [769, 172, 927, 285]
doctor-address: Εγνατίας 142 - Τηλ. 20-983 [797, 1414, 900, 1424]
general-prize-row [15, 1734, 386, 1768]
doctor-specialty: ΔΕΡΜΑΤΟΛΟΓΟΣ - ΑΦΡΟΔΙΣΙΟΛΟΓΟΣ [806, 1208, 889, 1230]
cinema-advert [8, 2355, 393, 2450]
headline-town-plan: ΤΡΟΠΟΠΟΙΗΣΙΣ ΡΥΜΟΤΟΜΙΚΟΥ ΣΧΕΔΙΟΥ ΤΗΣ ΠΟΛΙΧΝΗΣ [440, 1629, 556, 1693]
general-prize-rank: 6ος ΛΑΧΝΟΣ [38, 1699, 207, 1731]
shaver-icon [470, 1984, 526, 2069]
shaver-advert-left-small: ΓΙΑ ΑΝΔΡΑ [455, 1946, 541, 1969]
book-label: ΚΥΚΛΟΦΟΡΗΣΕ ΤΟ ΒΙΒΛΙΟΝ [439, 1816, 557, 1826]
article-scales: Εκ της Νομαρχίας Θεσσαλονίκης ανακοινούται ότι η ετησία σφράγισις των σταθμών και ζυγιστικών οργάνων των καταστημάτων θα γίνη εις τα γραφεία της υπηρεσίας από 8 έως 13 Ιανουαρίου. [409, 1402, 587, 1492]
article-university: Η Φυσικομαθηματική Σχολή του Αριστοτελείου Πανεπιστημίου Θεσσαλονίκης ανακοινοί ότι προκηρύσσεται η πλήρωσις των εδρών: α) Της Γενικής Χημείας, β) Της Φυσικής, γ) Της Ορυκτολογίας, δ) Της Γεωλογίας. Αιτήσεις υποβάλλονται εντός τετραμήνου. [1146, 867, 1504, 923]
cinema-title: ΒΑ ΚΟΥΡΑ [203, 2360, 387, 2401]
